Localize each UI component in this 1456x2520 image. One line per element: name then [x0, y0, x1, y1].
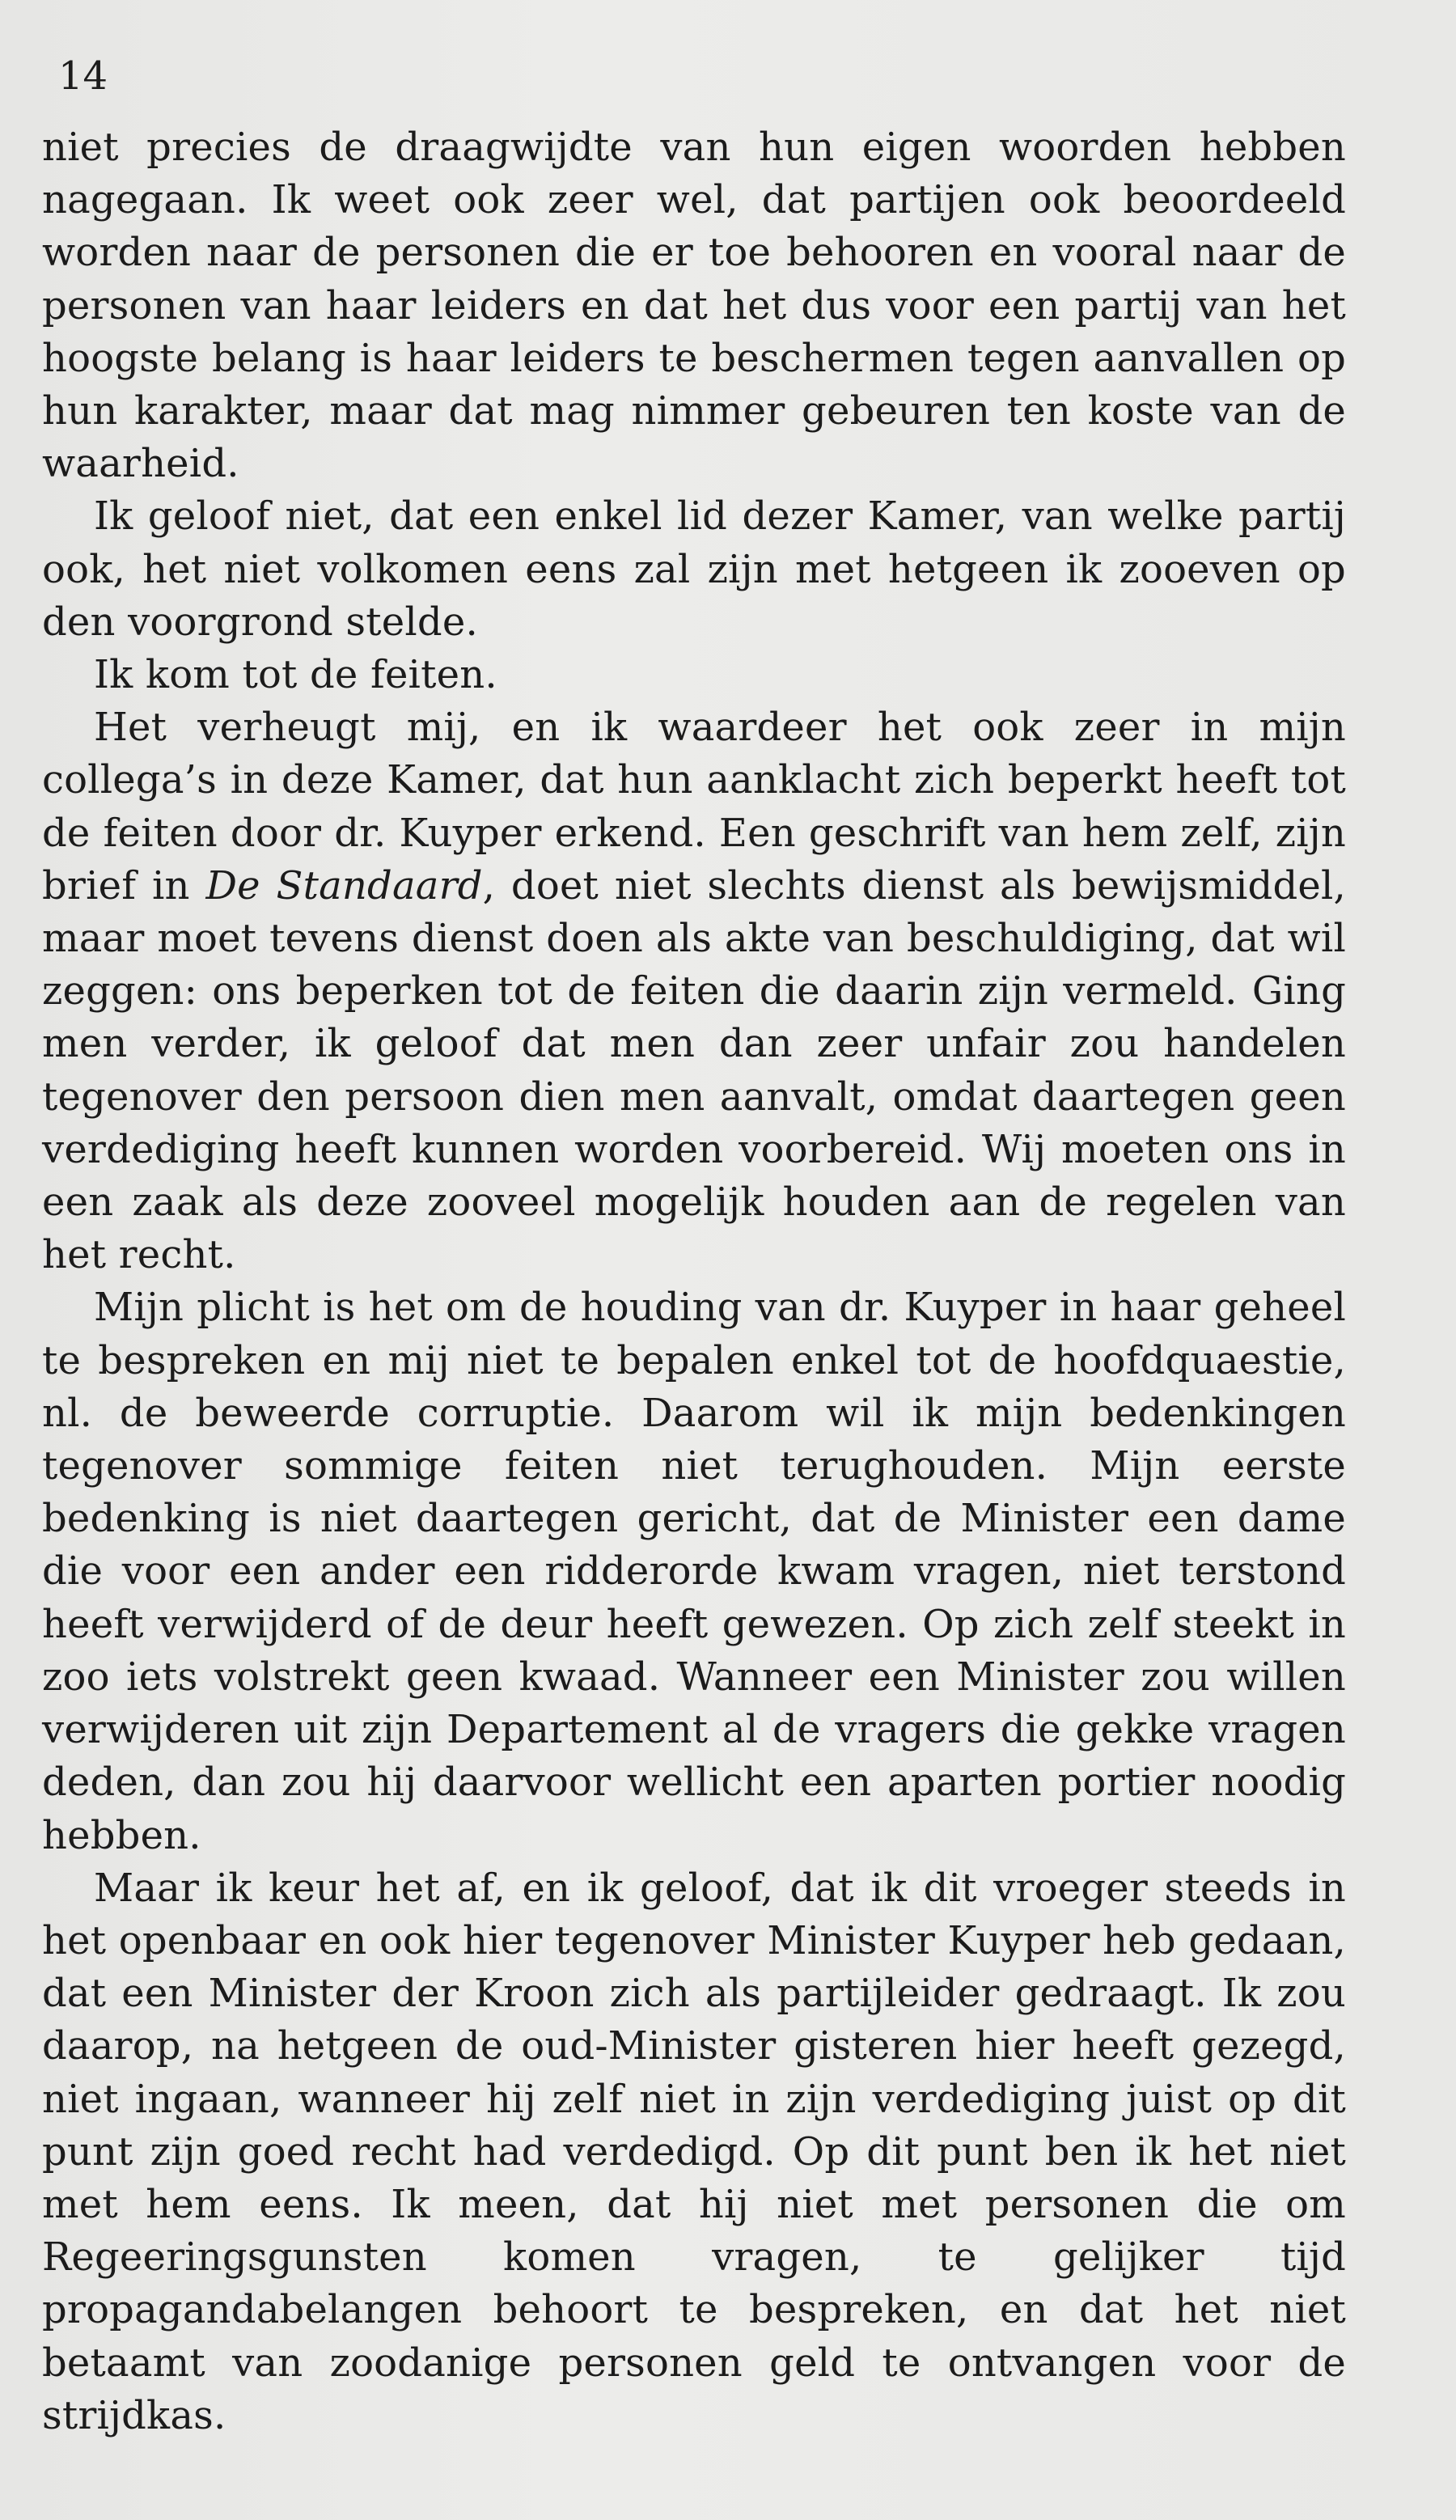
- paragraph-5: Mijn plicht is het om de houding van dr. Kuyper in haar geheel te bespreken en mij niet te bepalen enkel tot de hoofdquaestie, nl. de beweerde corruptie. Daarom wil ik mijn bedenkingen tegenover sommige feiten niet terughouden. Mijn eerste bedenking is niet daartegen gericht, dat de Minister een dame die voor een ander een ridderorde kwam vragen, niet terstond heeft verwijderd of de deur heeft gewezen. Op zich zelf steekt in zoo iets volstrekt geen kwaad. Wanneer een Minister zou willen verwijderen uit zijn Departement al de vragers die gekke vragen deden, dan zou hij daarvoor wellicht een aparten portier noodig hebben.: [42, 1285, 1346, 1858]
- page-body: [42, 121, 1346, 2442]
- paragraph-4: [42, 701, 1346, 1281]
- page-number: 14: [58, 53, 108, 99]
- paragraph-3: Ik kom tot de feiten.: [94, 652, 497, 698]
- paragraph-1: niet precies de draagwijdte van hun eigen woorden hebben nagegaan. Ik weet ook zeer wel, dat partijen ook beoordeeld worden naar de personen die er toe behooren en vooral naar de personen van haar leiders en dat het dus voor een partij van het hoogste belang is haar leiders te beschermen tegen aanvallen op hun karakter, maar dat mag nimmer gebeuren ten koste van de waarheid.: [42, 125, 1346, 487]
- newspaper-title: De Standaard: [205, 862, 483, 908]
- paragraph-6: Maar ik keur het af, en ik geloof, dat ik dit vroeger steeds in het openbaar en ook hier tegenover Minister Kuyper heb gedaan, dat een Minister der Kroon zich als partijleider gedraagt. Ik zou daarop, na hetgeen de oud-Minister gisteren hier heeft gezegd, niet ingaan, wanneer hij zelf niet in zijn verdediging juist op dit punt zijn goed recht had verdedigd. Op dit punt ben ik het niet met hem eens. Ik meen, dat hij niet met personen die om Regeeringsgunsten komen vragen, te gelijker tijd propagandabelangen behoort te bespreken, en dat het niet betaamt van zoodanige personen geld te ontvangen voor de strijdkas.: [42, 1865, 1346, 2438]
- paragraph-4-text-after: , doet niet slechts dienst als bewijsmiddel, maar moet tevens dienst doen als akte van beschuldiging, dat wil zeggen: ons beperken tot de feiten die daarin zijn vermeld. Ging men verder, ik geloof dat men dan zeer unfair zou handelen tegenover den persoon dien men aanvalt, omdat daartegen geen verdediging heeft kunnen worden voorbereid. Wij moeten ons in een zaak als deze zooveel mogelijk houden aan de regelen van het recht.: [42, 862, 1347, 1278]
- paragraph-2: Ik geloof niet, dat een enkel lid dezer Kamer, van welke partij ook, het niet volkomen eens zal zijn met hetgeen ik zooeven op den voorgrond stelde.: [42, 493, 1346, 645]
- paragraph-4-text-before: Het verheugt mij, en ik waardeer het ook zeer in mijn collega’s in deze Kamer, dat hun aanklacht zich beperkt heeft tot de feiten door dr. Kuyper erkend. Een geschrift van hem zelf, zijn brief in: [42, 705, 1346, 908]
